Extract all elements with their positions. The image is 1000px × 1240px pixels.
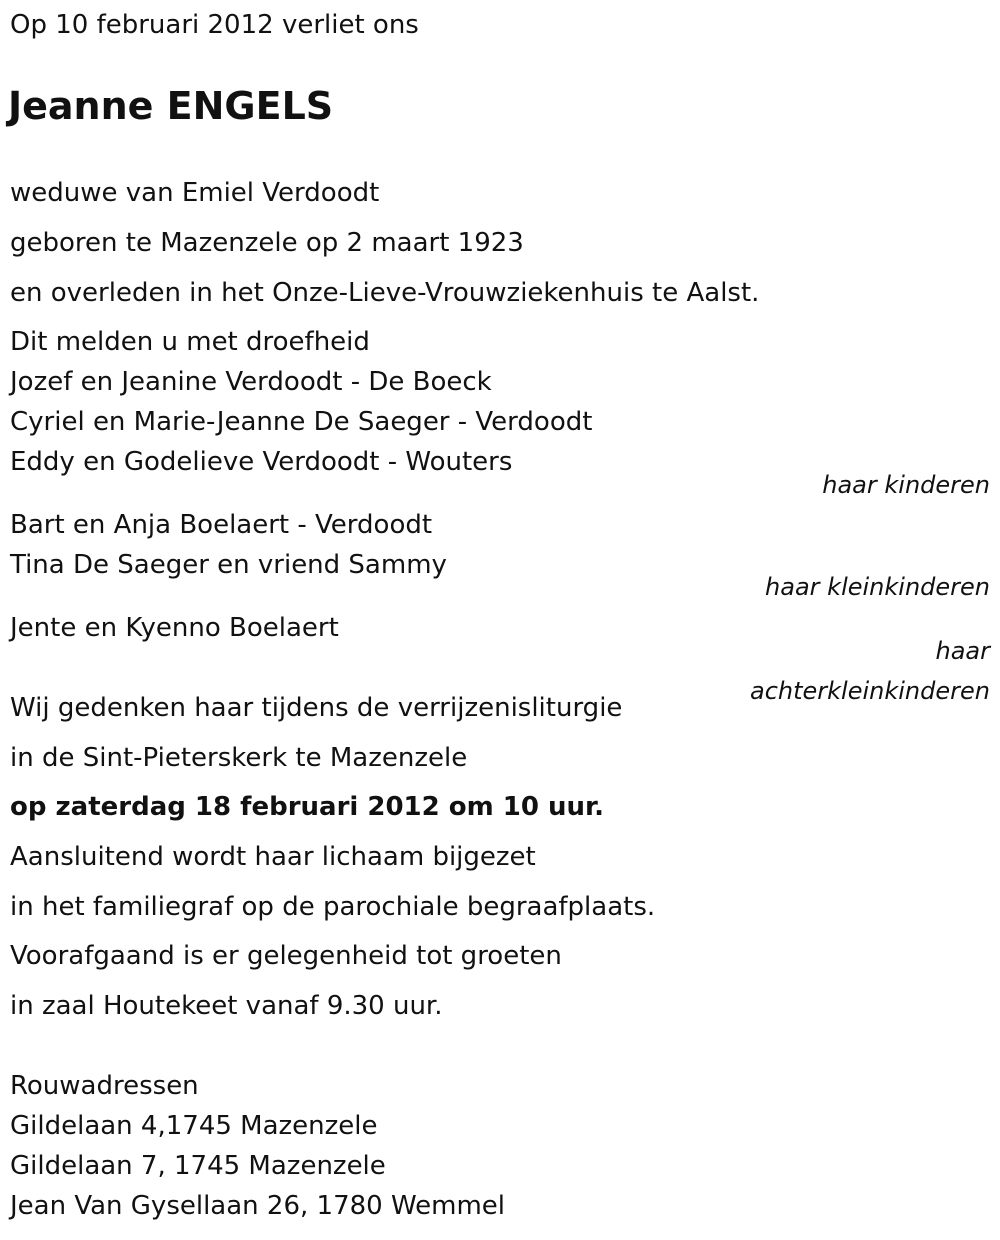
children-line: Eddy en Godelieve Verdoodt - Wouters [10,447,513,477]
deceased-name: Jeanne ENGELS [8,84,334,128]
children-line: Jozef en Jeanine Verdoodt - De Boeck [10,367,492,397]
ceremony-line: Wij gedenken haar tijdens de verrijzenisliturgie [10,693,623,723]
grandchildren-line: Tina De Saeger en vriend Sammy [10,550,447,580]
greatgrandchildren-label: achterkleinkinderen [750,677,990,705]
children-line: Cyriel en Marie-Jeanne De Saeger - Verdoodt [10,407,593,437]
intro-line: Op 10 februari 2012 verliet ons [10,10,419,40]
children-label: haar kinderen [822,471,990,499]
greatgrandchildren-line: Jente en Kyenno Boelaert [10,613,339,643]
bio-line: geboren te Mazenzele op 2 maart 1923 [10,228,524,258]
ceremony-date: op zaterdag 18 februari 2012 om 10 uur. [10,792,605,822]
address-line: Jean Van Gysellaan 26, 1780 Wemmel [10,1191,506,1221]
addresses-heading: Rouwadressen [10,1071,199,1101]
address-line: Gildelaan 4,1745 Mazenzele [10,1111,378,1141]
ceremony-line: in de Sint-Pieterskerk te Mazenzele [10,743,468,773]
announcement-line: Dit melden u met droefheid [10,327,370,357]
ceremony-line: Voorafgaand is er gelegenheid tot groeten [10,941,562,971]
ceremony-line: in het familiegraf op de parochiale begraafplaats. [10,892,656,922]
bio-line: en overleden in het Onze-Lieve-Vrouwziekenhuis te Aalst. [10,278,760,308]
greatgrandchildren-label: haar [935,637,990,665]
bio-line: weduwe van Emiel Verdoodt [10,178,380,208]
grandchildren-label: haar kleinkinderen [765,573,990,601]
address-line: Gildelaan 7, 1745 Mazenzele [10,1151,386,1181]
ceremony-line: Aansluitend wordt haar lichaam bijgezet [10,842,536,872]
ceremony-line: in zaal Houtekeet vanaf 9.30 uur. [10,991,443,1021]
grandchildren-line: Bart en Anja Boelaert - Verdoodt [10,510,433,540]
